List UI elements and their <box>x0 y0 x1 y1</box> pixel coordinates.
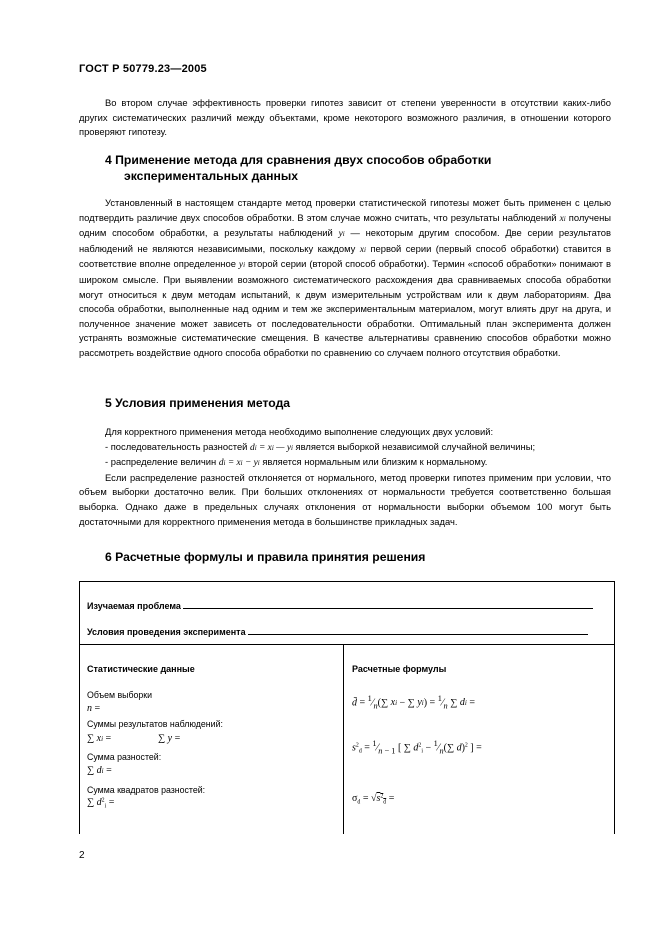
variance-formula: $s^2_d$ = $^1⁄_{n - 1}$ [ ∑ $d^2_i$ − $^1⁄_n(\sum$ d)$^2$ ] = <box>352 739 482 756</box>
intro-paragraph <box>79 96 611 140</box>
sum-y-field[interactable]: ∑ y = <box>158 733 181 744</box>
intro-text: Во втором случае эффективность проверки гипотез зависит от степени уверенности в отсутствии каких-либо других систематических различий между объектами, кроме некоторого возможного различия, в отношении которого проверяют гипотезу. <box>79 97 611 138</box>
section-5-bullet2: - распределение величин di = xi − yi является нормальным или близким к нормальному. <box>105 456 488 469</box>
problem-row <box>87 599 593 611</box>
section-5-paragraph <box>79 425 611 529</box>
sq-sum-label: Сумма квадратов разностей: <box>87 785 206 795</box>
section-6-title: 6 Расчетные формулы и правила принятия решения <box>105 550 426 564</box>
sum-d-field[interactable]: ∑ di = <box>87 765 112 776</box>
stats-header: Статистические данные <box>87 664 195 674</box>
sum-x-field[interactable]: ∑ xi = <box>87 733 112 744</box>
conditions-label: Условия проведения эксперимента <box>87 627 246 637</box>
sample-size-label: Объем выборки <box>87 690 153 700</box>
formulas-header: Расчетные формулы <box>352 664 447 674</box>
conditions-field[interactable] <box>248 625 588 635</box>
mean-formula: d̄ = $^1⁄_n(\sum$ xi − ∑ $yi) = ^1⁄_n$ ∑ di = <box>352 694 475 711</box>
problem-label: Изучаемая проблема <box>87 601 181 611</box>
sums-label: Суммы результатов наблюдений: <box>87 719 223 729</box>
section-5-bullet1: - последовательность разностей di = xi — yi является выборкой независимой случайной величины; <box>105 440 536 453</box>
document-header: ГОСТ Р 50779.23—2005 <box>79 63 207 75</box>
sum-d2-field[interactable]: ∑ $d^2_i$ = <box>87 797 115 810</box>
section-4-title-line2: экспериментальных данных <box>124 168 299 183</box>
problem-field[interactable] <box>183 599 593 609</box>
section-5-line1: Для корректного применения метода необходимо выполнение следующих двух условий: <box>105 426 494 437</box>
section-5-text: Если распределение разностей отклоняется от нормального, метод проверки гипотез применим при условии, что объем выборки достаточно велик. При больших отклонениях от нормальности требуется соответственно большая выборка. Однако даже в предельных случаях отклонения от нормальности выборки объемом 100 могут быть достаточными для корректного применения метода в большинстве прикладных задач. <box>79 471 611 527</box>
page-number: 2 <box>79 850 85 861</box>
sigma-formula: $\sigma_d = √s^2_d$ = <box>352 793 395 806</box>
sample-size-field[interactable]: n = <box>87 703 101 714</box>
form-column-divider <box>343 644 344 834</box>
section-4-text: Установленный в настоящем стандарте метод проверки статистической гипотезы может быть применен с целью подтвердить различие двух способов обработки. В этом случае можно считать, что результаты наблюдений xi получены одним способом обработки, а результаты наблюдений yi — некоторым другим способом. Две серии результатов наблюдений не являются независимыми, поскольку каждому xi первой серии (первый способ обработки) ставится в соответствие вполне определенное yi второй серии (второй способ обработки). Термин «способ обработки» понимают в широком смысле. При выявлении возможного систематического расхождения два сравниваемых способа обработки могут относиться к двум методам испытаний, к двум измерительным устройствам или к двум лабораториям. Два способа обработки, выполненные над одним и тем же экспериментальным материалом, могут влиять друг на друга, и полученное значение может зависеть от последовательности обработки. Оптимальный план эксперимента должен устранять возможные систематические смещения. В качестве альтернативы сравнению способов обработки можно рассмотреть воздействие одного способа обработки по сравнению со случаем полного отсутствия обработки. <box>79 197 612 358</box>
section-4-paragraph <box>79 196 611 361</box>
calculation-form <box>79 581 615 834</box>
form-divider <box>80 644 614 645</box>
conditions-row <box>87 625 588 637</box>
section-4-heading <box>105 153 491 184</box>
section-4-title-line1: 4 Применение метода для сравнения двух способов обработки <box>105 153 492 167</box>
diff-sum-label: Сумма разностей: <box>87 752 162 762</box>
section-5-title: 5 Условия применения метода <box>105 396 291 410</box>
